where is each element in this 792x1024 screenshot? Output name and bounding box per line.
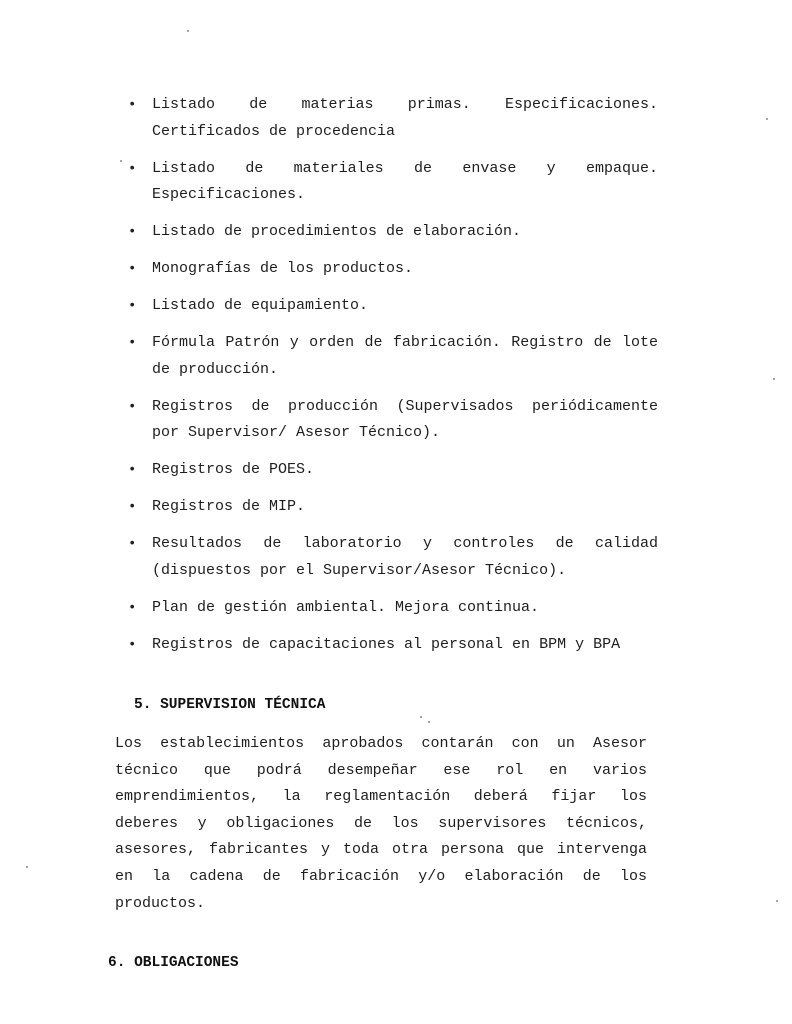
list-item-line-1: Monografías de los productos. [152,260,414,277]
list-item-line-1: Registros de POES. [152,461,315,478]
list-item-line-1: Registros de producción (Supervisados periódicamente [152,397,658,415]
list-item-line-2: por Supervisor/ Asesor Técnico). [152,424,441,441]
list-item-line-2: (dispuestos por el Supervisor/Asesor Técnico). [152,561,567,579]
list-item-line-1: Fórmula Patrón y orden de fabricación. Registro de lote [152,334,658,351]
list-item [128,156,658,209]
bullet-icon: • [128,599,137,616]
list-item [128,394,658,447]
bullet-icon: • [128,224,137,240]
scan-speck [776,900,778,902]
paragraph-line: técnico que podrá desempeñar ese rol en varios [115,761,647,779]
bullet-icon: • [128,636,137,653]
list-item-line-1: Listado de equipamiento. [152,297,369,314]
paragraph-line: asesores, fabricantes y toda otra persona que intervenga [115,841,647,859]
scan-speck [428,721,430,723]
bullet-icon: • [128,97,137,113]
bullet-icon: • [128,462,137,478]
scan-speck [120,160,122,162]
section-6-heading: 6. OBLIGACIONES [108,955,239,971]
scan-speck [26,866,28,868]
list-item-line-1: Listado de materiales de envase y empaque. [152,159,658,177]
paragraph-line: productos. [115,894,206,912]
bullet-icon: • [128,298,137,314]
list-item [128,632,658,659]
bullet-icon: • [128,536,137,552]
list-item [128,256,658,283]
list-item-line-2: de producción. [152,360,279,378]
paragraph-line: Los establecimientos aprobados contarán con un Asesor [115,735,647,752]
paragraph-line: en la cadena de fabricación y/o elaboración de los [115,867,647,885]
list-item [128,494,658,521]
list-item [128,457,658,484]
list-item [128,293,658,320]
scan-speck [420,716,422,718]
requirements-list [128,92,658,669]
list-item [128,595,658,622]
list-item-line-1: Listado de materias primas. Especificaciones. [152,96,658,113]
list-item-line-1: Resultados de laboratorio y controles de calidad [152,535,658,552]
list-item [128,531,658,584]
list-item-line-1: Registros de capacitaciones al personal en BPM y BPA [152,635,621,653]
list-item [128,330,658,383]
scan-speck [187,30,189,32]
list-item-line-1: Registros de MIP. [152,498,306,515]
list-item-line-1: Listado de procedimientos de elaboración. [152,223,522,240]
scan-speck [766,118,768,120]
scan-speck [773,378,775,380]
paragraph-line: emprendimientos, la reglamentación deberá fijar los [115,788,647,806]
bullet-icon: • [128,261,137,277]
bullet-icon: • [128,335,137,351]
list-item-line-2: Certificados de procedencia [152,122,396,140]
bullet-icon: • [128,499,137,515]
list-item-line-1: Plan de gestión ambiental. Mejora continua. [152,598,540,616]
list-item-line-2: Especificaciones. [152,186,306,203]
list-item [128,92,658,145]
bullet-icon: • [128,160,137,177]
section-5-heading: 5. SUPERVISION TÉCNICA [134,697,326,713]
list-item [128,219,658,246]
paragraph-line: deberes y obligaciones de los supervisores técnicos, [115,814,647,832]
section-5-paragraph [115,731,647,917]
bullet-icon: • [128,398,137,415]
